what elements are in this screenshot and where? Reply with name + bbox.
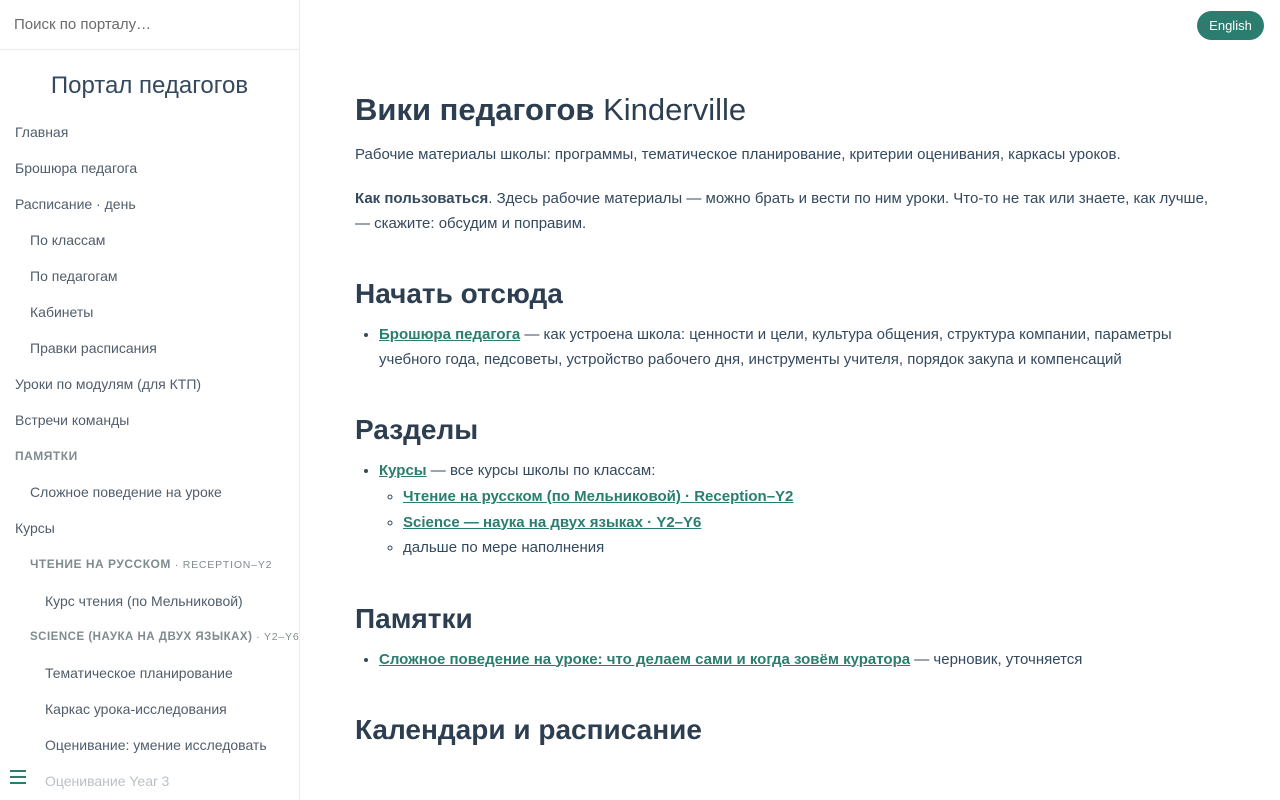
sidebar-section-science	[0, 619, 299, 655]
start-list	[355, 322, 1220, 372]
sidebar-item-by-teacher[interactable]: По педагогам	[30, 268, 118, 284]
courses-sublist	[379, 484, 1220, 561]
intro-text: Рабочие материалы школы: программы, тематическое планирование, критерии оценивания, каркасы уроков.	[355, 146, 1121, 163]
courses-item-text: — все курсы школы по классам:	[426, 462, 656, 479]
sidebar-item-rooms[interactable]: Кабинеты	[30, 304, 94, 320]
sidebar-item-research-lesson-frame[interactable]: Каркас урока-исследования	[45, 701, 227, 717]
sidebar-item-home[interactable]: Главная	[15, 124, 69, 140]
sidebar	[0, 0, 300, 800]
memos-list	[355, 647, 1220, 672]
language-button[interactable]: English	[1197, 11, 1264, 40]
search-input[interactable]	[0, 1, 299, 49]
sidebar-section-reading-grades: · RECEPTION–Y2	[174, 559, 273, 571]
howto-paragraph	[355, 186, 1220, 236]
sidebar-section-science-grades: · Y2–Y6	[256, 631, 300, 643]
heading-sections: Разделы	[355, 414, 479, 445]
heading-memos: Памятки	[355, 602, 473, 634]
page-title-text: Вики педагогов	[355, 92, 595, 127]
sidebar-item-lessons-by-module[interactable]: Уроки по модулям (для КТП)	[15, 376, 202, 392]
start-item-text: — как устроена школа: ценности и цели, культура общения, структура компании, параметры учебного года, педсоветы, устройство рабочего дня, инструменты учителя, порядок закупа и компенсаций	[379, 326, 1172, 368]
sections-list	[355, 458, 1220, 561]
list-item	[379, 647, 1220, 672]
sidebar-item-schedule-day[interactable]: Расписание · день	[15, 196, 136, 212]
sidebar-section-science-label: SCIENCE (НАУКА НА ДВУХ ЯЗЫКАХ)	[30, 631, 253, 643]
sidebar-item-courses[interactable]: Курсы	[15, 520, 55, 536]
list-item: ◦ дальше по мере наполнения	[403, 535, 1220, 561]
page-title	[355, 88, 1220, 132]
menu-toggle-icon[interactable]	[10, 770, 26, 786]
list-item	[403, 510, 1220, 536]
howto-label: Как пользоваться	[355, 190, 489, 207]
sidebar-item-brochure[interactable]: Брошюра педагога	[15, 160, 138, 176]
link-reading-course[interactable]: Чтение на русском (по Мельниковой) · Reception–Y2	[403, 488, 794, 505]
sidebar-section-reading-label: ЧТЕНИЕ НА РУССКОМ	[30, 557, 171, 571]
list-item	[379, 458, 1220, 561]
sidebar-nav	[0, 114, 299, 799]
howto-text: . Здесь рабочие материалы — можно брать и вести по ним уроки. Что-то не так или знаете, как лучше, — скажите: обсудим и поправим.	[355, 190, 1209, 232]
link-brochure[interactable]: Брошюра педагога	[379, 326, 521, 343]
sidebar-item-difficult-behavior[interactable]: Сложное поведение на уроке	[30, 484, 222, 500]
list-item	[403, 484, 1220, 510]
heading-calendars: Календари и расписание	[355, 713, 702, 745]
search-bar	[0, 0, 299, 50]
list-item	[379, 322, 1220, 372]
sidebar-item-reading-course[interactable]: Курс чтения (по Мельниковой)	[45, 593, 243, 609]
link-difficult-behavior[interactable]: Сложное поведение на уроке: что делаем сами и когда зовём куратора	[379, 650, 911, 668]
link-science-course[interactable]: Science — наука на двух языках · Y2–Y6	[403, 513, 702, 531]
page-title-brand: Kinderville	[603, 92, 747, 127]
sidebar-item-thematic-planning[interactable]: Тематическое планирование	[45, 665, 233, 681]
sidebar-item-assessment-research[interactable]: Оценивание: умение исследовать	[45, 737, 267, 753]
memos-item-text: — черновик, уточняется	[910, 650, 1083, 668]
main-content	[355, 88, 1220, 758]
sidebar-item-schedule-edits[interactable]: Правки расписания	[30, 340, 157, 356]
heading-start: Начать отсюда	[355, 278, 563, 309]
sidebar-item-team-meetings[interactable]: Встречи команды	[15, 412, 130, 428]
sidebar-item-by-class[interactable]: По классам	[30, 232, 106, 248]
sidebar-item-assessment-year3[interactable]: Оценивание Year 3	[45, 773, 170, 789]
sidebar-section-reading	[0, 546, 299, 583]
sidebar-section-memos: ПАМЯТКИ	[15, 449, 78, 463]
app-name[interactable]: Портал педагогов	[50, 72, 249, 99]
link-courses[interactable]: Курсы	[379, 462, 427, 479]
